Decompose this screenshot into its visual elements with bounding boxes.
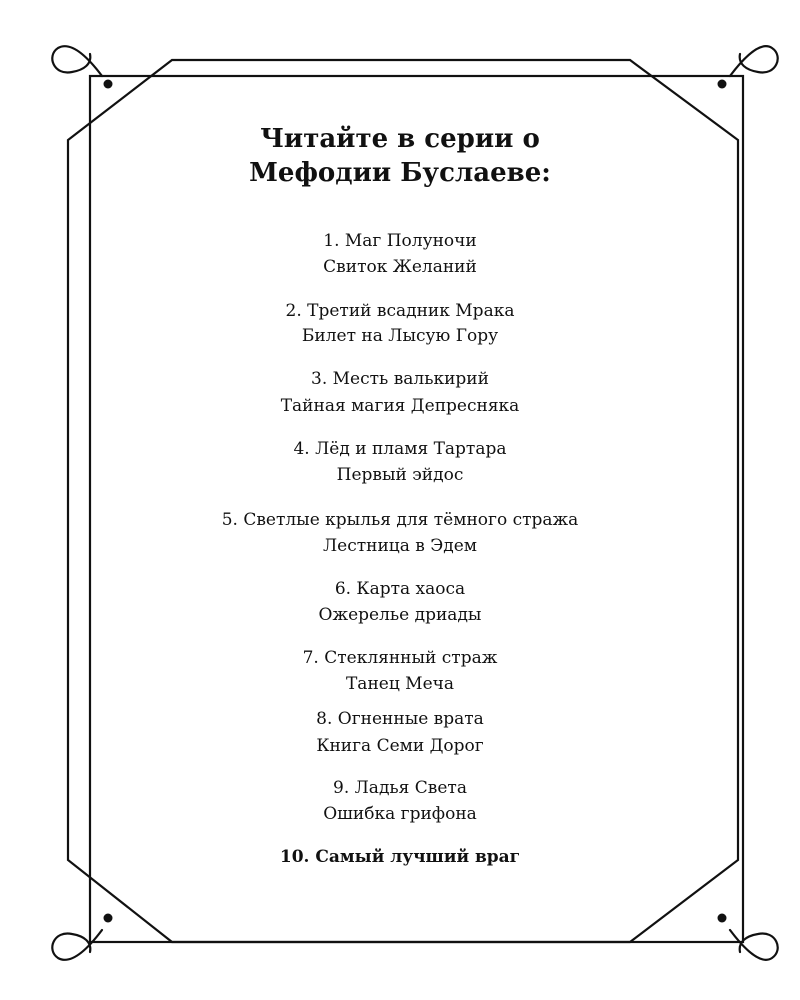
book-4-title: 4. Лёд и пламя Тартара: [293, 439, 507, 459]
book-5-title: 5. Светлые крылья для тёмного стража: [221, 510, 579, 530]
corner-dot-bottom-left-icon: [104, 914, 113, 923]
book-7-title: 7. Стеклянный страж: [302, 648, 498, 668]
book-8-title: 8. Огненные врата: [316, 709, 484, 729]
book-10-title: 10. Самый лучший враг: [279, 847, 521, 867]
book-4-subtitle: Первый эйдос: [336, 465, 464, 485]
book-6-title: 6. Карта хаоса: [334, 579, 466, 599]
corner-flourish-top-right-icon: [730, 46, 778, 76]
book-9-subtitle: Ошибка грифона: [323, 804, 477, 824]
book-9-title: 9. Ладья Света: [333, 778, 467, 798]
corner-dot-bottom-right-icon: [718, 914, 727, 923]
corner-flourish-bottom-right-icon: [730, 930, 778, 960]
book-2-title: 2. Третий всадник Мрака: [285, 301, 515, 321]
page-title-line-2: Мефодии Буслаеве:: [249, 158, 551, 188]
corner-flourish-top-left-icon: [52, 46, 102, 76]
book-8-subtitle: Книга Семи Дорог: [316, 736, 484, 756]
book-6-subtitle: Ожерелье дриады: [318, 605, 482, 625]
book-2-subtitle: Билет на Лысую Гору: [301, 326, 499, 346]
book-3-subtitle: Тайная магия Депресняка: [280, 396, 520, 416]
book-7-subtitle: Танец Меча: [345, 674, 455, 694]
book-3-title: 3. Месть валькирий: [311, 369, 489, 389]
page-title-line-1: Читайте в серии о: [260, 124, 540, 154]
book-5-subtitle: Лестница в Эдем: [322, 536, 478, 556]
corner-flourish-bottom-left-icon: [52, 930, 102, 960]
book-1-subtitle: Свиток Желаний: [323, 257, 477, 277]
corner-dot-top-left-icon: [104, 80, 113, 89]
book-1-title: 1. Маг Полуночи: [323, 231, 477, 251]
corner-dot-top-right-icon: [718, 80, 727, 89]
